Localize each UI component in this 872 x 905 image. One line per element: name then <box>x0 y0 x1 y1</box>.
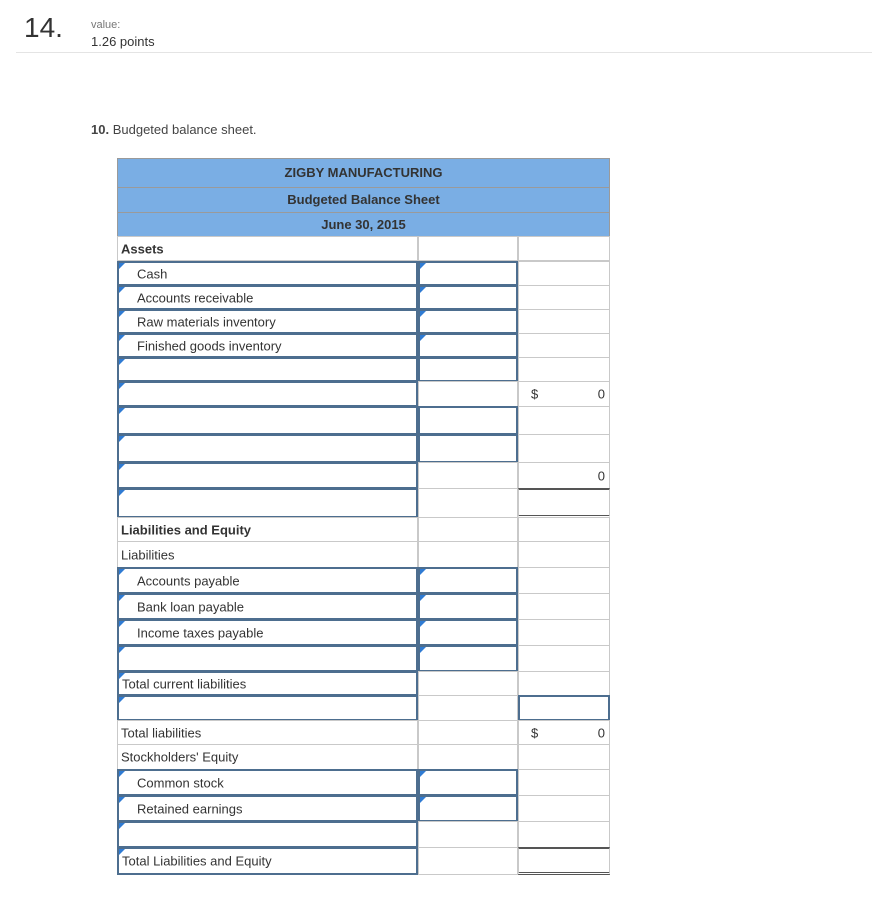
total-assets-label[interactable] <box>117 488 418 518</box>
asset-label-blank-3[interactable] <box>117 434 418 463</box>
equity-c3-re <box>518 795 610 822</box>
asset-net-value: 0 <box>597 468 605 483</box>
liability-c3-bank <box>518 593 610 620</box>
se-c2 <box>418 744 518 770</box>
se-c3 <box>518 744 610 770</box>
total-liabilities-c2 <box>418 720 518 745</box>
total-liabilities-equity-label: Total Liabilities and Equity <box>117 847 418 875</box>
total-liabilities-value: 0 <box>597 725 605 740</box>
liability-c3-ap <box>518 567 610 594</box>
question-number: 14. <box>24 12 63 43</box>
asset-label-accounts-receivable[interactable]: Accounts receivable <box>117 285 418 310</box>
asset-net-total <box>518 462 610 489</box>
liabilities-label: Liabilities <box>117 541 418 568</box>
current-assets-total <box>518 381 610 407</box>
asset-amount-cash[interactable] <box>418 261 518 286</box>
tcl-c2 <box>418 671 518 696</box>
asset-label-blank-2[interactable] <box>117 406 418 435</box>
equity-amount-common-stock[interactable] <box>418 769 518 796</box>
liability-label-blank-2[interactable] <box>117 695 418 721</box>
liability-amount-bank-loan[interactable] <box>418 593 518 620</box>
prompt-text: Budgeted balance sheet. <box>112 122 257 137</box>
sheet-date: June 30, 2015 <box>117 212 610 237</box>
prompt-number: 10. <box>91 122 110 137</box>
asset-amount-finished-goods[interactable] <box>418 333 518 358</box>
asset-c3-cash <box>518 261 610 286</box>
prompt <box>91 122 257 137</box>
asset-c3-blank-3 <box>518 434 610 463</box>
assets-heading-c3 <box>518 236 610 261</box>
asset-label-finished-goods[interactable]: Finished goods inventory <box>117 333 418 358</box>
balance-sheet-table <box>117 158 610 875</box>
stockholders-equity-label: Stockholders' Equity <box>117 744 418 770</box>
total-liabilities-equity-amount <box>518 847 610 875</box>
asset-label-raw-materials[interactable]: Raw materials inventory <box>117 309 418 334</box>
liability-amount-income-taxes[interactable] <box>418 619 518 646</box>
current-assets-value: 0 <box>597 386 605 402</box>
header-divider <box>16 52 872 53</box>
asset-c3-ar <box>518 285 610 310</box>
liability-amount-blank-2[interactable] <box>518 695 610 721</box>
asset-amount-blank-2[interactable] <box>418 406 518 435</box>
currency-symbol: $ <box>531 386 539 402</box>
asset-c2-subtotal <box>418 381 518 407</box>
equity-label-blank-1[interactable] <box>117 821 418 848</box>
tcl-c3 <box>518 671 610 696</box>
total-liabilities-amount <box>518 720 610 745</box>
asset-c3-fg <box>518 333 610 358</box>
sheet-title: Budgeted Balance Sheet <box>117 187 610 213</box>
liabilities-equity-heading: Liabilities and Equity <box>117 517 418 542</box>
le-heading-c2 <box>418 517 518 542</box>
total-current-liabilities-label: Total current liabilities <box>117 671 418 696</box>
liability-label-blank-1[interactable] <box>117 645 418 672</box>
equity-label-common-stock[interactable]: Common stock <box>117 769 418 796</box>
liability-amount-accounts-payable[interactable] <box>418 567 518 594</box>
asset-label-subtotal[interactable] <box>117 381 418 407</box>
liability-label-bank-loan[interactable]: Bank loan payable <box>117 593 418 620</box>
total-liabilities-label: Total liabilities <box>117 720 418 745</box>
equity-amount-retained-earnings[interactable] <box>418 795 518 822</box>
equity-label-retained-earnings[interactable]: Retained earnings <box>117 795 418 822</box>
asset-c2-blank-4 <box>418 462 518 489</box>
asset-amount-raw-materials[interactable] <box>418 309 518 334</box>
asset-label-cash[interactable]: Cash <box>117 261 418 286</box>
liability-c3-tax <box>518 619 610 646</box>
value-label: value: <box>91 19 121 31</box>
le-heading-c3 <box>518 517 610 542</box>
tle-c2 <box>418 847 518 875</box>
assets-heading-c2 <box>418 236 518 261</box>
liability-c3-blank-1 <box>518 645 610 672</box>
liabilities-c3 <box>518 541 610 568</box>
equity-c3-blank-1 <box>518 821 610 848</box>
liability-c2-blank-2 <box>418 695 518 721</box>
asset-c3-blank-1 <box>518 357 610 382</box>
asset-label-blank-4[interactable] <box>117 462 418 489</box>
liability-amount-blank-1[interactable] <box>418 645 518 672</box>
company-name: ZIGBY MANUFACTURING <box>117 158 610 188</box>
asset-amount-accounts-receivable[interactable] <box>418 285 518 310</box>
equity-c2-blank-1 <box>418 821 518 848</box>
asset-label-blank-1[interactable] <box>117 357 418 382</box>
total-assets-c2 <box>418 488 518 518</box>
asset-c3-raw <box>518 309 610 334</box>
total-assets-amount <box>518 488 610 518</box>
liability-label-income-taxes[interactable]: Income taxes payable <box>117 619 418 646</box>
points-value: 1.26 points <box>91 34 155 49</box>
asset-amount-blank-3[interactable] <box>418 434 518 463</box>
currency-symbol: $ <box>531 725 539 740</box>
asset-amount-blank-1[interactable] <box>418 357 518 382</box>
liabilities-c2 <box>418 541 518 568</box>
asset-c3-blank-2 <box>518 406 610 435</box>
liability-label-accounts-payable[interactable]: Accounts payable <box>117 567 418 594</box>
assets-heading: Assets <box>117 236 418 261</box>
equity-c3-cs <box>518 769 610 796</box>
